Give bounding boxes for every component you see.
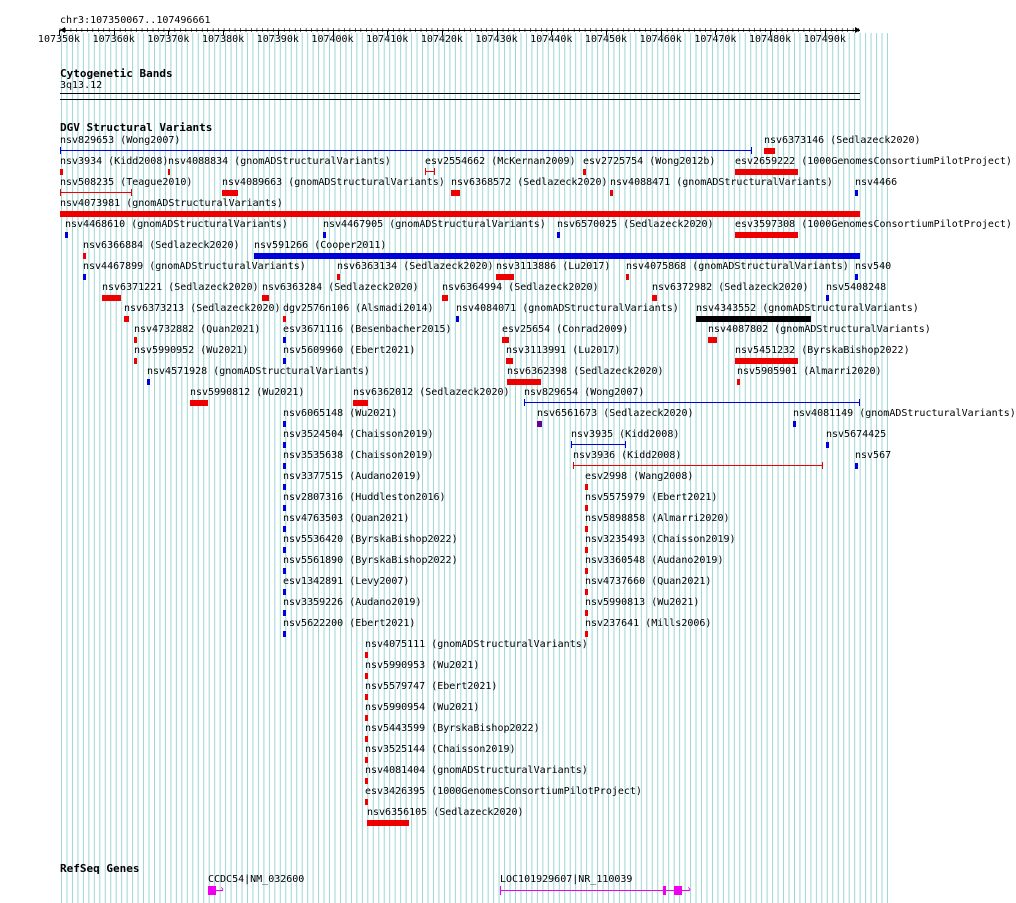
variant-end-cap [60,147,61,154]
gain-variant-bar[interactable] [524,402,860,403]
sv-feature-label[interactable]: nsv5443599 (ByrskaBishop2022) [365,723,540,734]
loss-variant-bar[interactable] [585,526,588,532]
strand-arrow-icon: › [219,884,226,895]
gene-start-cap [500,886,501,895]
loss-variant-bar[interactable] [610,190,613,196]
sv-feature-label[interactable]: nsv5451232 (ByrskaBishop2022) [735,345,910,356]
loss-variant-bar[interactable] [573,465,823,466]
gain-variant-bar[interactable] [826,295,829,301]
loss-variant-bar[interactable] [367,820,409,826]
sv-feature-label[interactable]: esv2725754 (Wong2012b) [583,156,716,167]
sv-feature-label[interactable]: nsv4087802 (gnomADStructuralVariants) [708,324,931,335]
variant-end-cap [571,441,572,448]
sv-feature-label[interactable]: esv2659222 (1000GenomesConsortiumPilotProject) [735,156,1012,167]
sv-feature-label[interactable]: nsv3935 (Kidd2008) [571,429,680,440]
sv-feature-label[interactable]: esv25654 (Conrad2009) [502,324,629,335]
gain-variant-bar[interactable] [571,444,626,445]
loss-variant-bar[interactable] [124,316,129,322]
loss-variant-bar[interactable] [764,148,775,154]
gain-variant-bar[interactable] [283,589,286,595]
sv-feature-label[interactable]: nsv829653 (Wong2007) [60,135,181,146]
sv-feature-label[interactable]: nsv5990954 (Wu2021) [365,702,480,713]
variant-end-cap [434,168,435,175]
sv-feature-label[interactable]: nsv5561890 (ByrskaBishop2022) [283,555,458,566]
loss-variant-bar[interactable] [283,316,286,322]
loss-variant-bar[interactable] [585,505,588,511]
cytoband-label: 3q13.12 [60,80,103,91]
loss-variant-bar[interactable] [60,211,860,217]
sv-feature-label[interactable]: esv2554662 (McKernan2009) [425,156,576,167]
ruler-tick-label: 107390k [256,34,299,45]
loss-variant-bar[interactable] [222,190,238,196]
sv-feature-label[interactable]: nsv540 [855,261,892,272]
loss-variant-bar[interactable] [60,192,132,193]
gene-label[interactable]: LOC101929607|NR_110039 [500,874,633,885]
loss-variant-bar[interactable] [365,778,368,784]
sv-feature-label[interactable]: nsv4075111 (gnomADStructuralVariants) [365,639,588,650]
loss-variant-bar[interactable] [506,358,513,364]
sv-feature-label[interactable]: nsv3113886 (Lu2017) [496,261,611,272]
sv-feature-label[interactable]: nsv2807316 (Huddleston2016) [283,492,446,503]
sv-feature-label[interactable]: nsv3359226 (Audano2019) [283,597,422,608]
gain-variant-bar[interactable] [855,463,858,469]
gene-exon [663,886,666,895]
loss-variant-bar[interactable] [134,358,137,364]
ruler-tick-label: 107480k [749,34,792,45]
loss-variant-bar[interactable] [507,379,541,385]
sv-feature-label[interactable]: nsv6570025 (Sedlazeck2020) [557,219,714,230]
sv-feature-label[interactable]: nsv4732882 (Quan2021) [134,324,261,335]
sv-feature-label[interactable]: nsv5622200 (Ebert2021) [283,618,416,629]
strand-arrow-icon: › [686,884,693,895]
loss-variant-bar[interactable] [735,358,798,364]
sv-feature-label[interactable]: esv1342891 (Levy2007) [283,576,410,587]
gain-variant-bar[interactable] [283,547,286,553]
sv-feature-label[interactable]: nsv3936 (Kidd2008) [573,450,682,461]
sv-feature-label[interactable]: nsv4343552 (gnomADStructuralVariants) [696,303,919,314]
refseq-track-title: RefSeq Genes [60,862,140,875]
ruler-tick-label: 107470k [694,34,737,45]
sv-feature-label[interactable]: nsv4763503 (Quan2021) [283,513,410,524]
dgv-track-title: DGV Structural Variants [60,121,213,134]
loss-variant-bar[interactable] [585,568,588,574]
gain-variant-bar[interactable] [147,379,150,385]
sv-feature-label[interactable]: esv2998 (Wang2008) [585,471,694,482]
complex-variant-bar[interactable] [696,316,811,322]
loss-variant-bar[interactable] [583,169,586,175]
sv-feature-label[interactable]: nsv4084071 (gnomADStructuralVariants) [456,303,679,314]
sv-feature-label[interactable]: nsv6372982 (Sedlazeck2020) [652,282,809,293]
loss-variant-bar[interactable] [365,673,368,679]
gene-exon [674,886,682,895]
loss-variant-bar[interactable] [585,484,588,490]
sv-feature-label[interactable]: dgv2576n106 (Alsmadi2014) [283,303,434,314]
sv-feature-label[interactable]: nsv6366884 (Sedlazeck2020) [83,240,240,251]
loss-variant-bar[interactable] [102,295,121,301]
loss-variant-bar[interactable] [626,274,629,280]
sv-feature-label[interactable]: nsv6364994 (Sedlazeck2020) [442,282,599,293]
ruler-tick-label: 107360k [92,34,135,45]
sv-feature-label[interactable]: esv3426395 (1000GenomesConsortiumPilotProject) [365,786,642,797]
sv-feature-label[interactable]: nsv5579747 (Ebert2021) [365,681,498,692]
sv-feature-label[interactable]: nsv6373213 (Sedlazeck2020) [124,303,281,314]
sv-feature-label[interactable]: nsv3525144 (Chaisson2019) [365,744,516,755]
gain-variant-bar[interactable] [283,484,286,490]
sv-feature-label[interactable]: nsv3235493 (Chaisson2019) [585,534,736,545]
sv-feature-label[interactable]: nsv6373146 (Sedlazeck2020) [764,135,921,146]
sv-feature-label[interactable]: nsv6362012 (Sedlazeck2020) [353,387,510,398]
sv-feature-label[interactable]: nsv3360548 (Audano2019) [585,555,724,566]
sv-feature-label[interactable]: nsv5990952 (Wu2021) [134,345,249,356]
sv-feature-label[interactable]: nsv6371221 (Sedlazeck2020) [102,282,259,293]
gain-variant-bar[interactable] [83,274,86,280]
locus-label: chr3:107350067..107496661 [60,15,211,26]
sv-feature-label[interactable]: nsv5575979 (Ebert2021) [585,492,718,503]
loss-variant-bar[interactable] [168,169,170,175]
gain-variant-bar[interactable] [323,232,326,238]
ruler-tick-label: 107410k [366,34,409,45]
sv-feature-label[interactable]: nsv5990813 (Wu2021) [585,597,700,608]
loss-variant-bar[interactable] [262,295,269,301]
loss-variant-bar[interactable] [737,379,740,385]
inversion-variant-bar[interactable] [537,421,542,427]
gain-variant-bar[interactable] [60,150,752,151]
variant-end-cap [524,399,525,406]
sv-feature-label[interactable]: nsv5408248 [826,282,887,293]
sv-feature-label[interactable]: nsv5536420 (ByrskaBishop2022) [283,534,458,545]
sv-feature-label[interactable]: nsv4073981 (gnomADStructuralVariants) [60,198,283,209]
ruler-tick-label: 107350k [37,34,81,45]
loss-variant-bar[interactable] [652,295,657,301]
loss-variant-bar[interactable] [365,736,368,742]
gain-variant-bar[interactable] [283,463,286,469]
gain-variant-bar[interactable] [283,505,286,511]
sv-feature-label[interactable]: esv3597308 (1000GenomesConsortiumPilotProject) [735,219,1012,230]
gain-variant-bar[interactable] [793,421,796,427]
ruler-tick-label: 107450k [584,34,628,45]
sv-feature-label[interactable]: nsv4467899 (gnomADStructuralVariants) [83,261,306,272]
loss-variant-bar[interactable] [496,274,514,280]
gain-variant-bar[interactable] [826,442,829,448]
loss-variant-bar[interactable] [502,337,509,343]
sv-feature-label[interactable]: nsv3535638 (Chaisson2019) [283,450,434,461]
sv-feature-label[interactable]: nsv6561673 (Sedlazeck2020) [537,408,694,419]
loss-variant-bar[interactable] [442,295,448,301]
loss-variant-bar[interactable] [353,400,368,406]
cytoband-track-title: Cytogenetic Bands [60,67,173,80]
gene-exon [208,886,216,895]
gain-variant-bar[interactable] [283,421,286,427]
sv-feature-label[interactable]: nsv4088471 (gnomADStructuralVariants) [610,177,833,188]
loss-variant-bar[interactable] [365,652,368,658]
gain-variant-bar[interactable] [283,610,286,616]
sv-feature-label[interactable]: nsv3377515 (Audano2019) [283,471,422,482]
gain-variant-bar[interactable] [855,274,858,280]
ruler-tick-label: 107460k [639,34,682,45]
loss-variant-bar[interactable] [83,253,86,259]
loss-variant-bar[interactable] [134,337,137,343]
variant-end-cap [751,147,752,154]
ruler-tick-label: 107400k [311,34,354,45]
gain-variant-bar[interactable] [855,190,858,196]
loss-variant-bar[interactable] [708,337,717,343]
sv-feature-label[interactable]: nsv4467905 (gnomADStructuralVariants) [323,219,546,230]
loss-variant-bar[interactable] [190,400,208,406]
sv-feature-label[interactable]: nsv508235 (Teague2010) [60,177,193,188]
ruler-tick-label: 107430k [475,34,518,45]
loss-variant-bar[interactable] [365,694,368,700]
gain-variant-bar[interactable] [283,337,286,343]
variant-end-cap [60,189,61,196]
sv-feature-label[interactable]: nsv591266 (Cooper2011) [254,240,387,251]
sv-feature-label[interactable]: nsv5905901 (Almarri2020) [737,366,882,377]
cytoband-line-bottom [60,99,860,100]
sv-feature-label[interactable]: nsv3113991 (Lu2017) [506,345,621,356]
sv-feature-label[interactable]: nsv3934 (Kidd2008) [60,156,169,167]
sv-feature-label[interactable]: nsv6368572 (Sedlazeck2020) [451,177,608,188]
sv-feature-label[interactable]: nsv5674425 [826,429,887,440]
sv-feature-label[interactable]: nsv4089663 (gnomADStructuralVariants) [222,177,445,188]
sv-feature-label[interactable]: nsv5609960 (Ebert2021) [283,345,416,356]
gain-variant-bar[interactable] [283,568,286,574]
loss-variant-bar[interactable] [735,232,798,238]
sv-feature-label[interactable]: nsv4075868 (gnomADStructuralVariants) [626,261,849,272]
loss-variant-bar[interactable] [585,610,588,616]
gain-variant-bar[interactable] [254,253,860,259]
sv-feature-label[interactable]: nsv829654 (Wong2007) [524,387,645,398]
ruler-tick-label: 107490k [803,34,846,45]
sv-feature-label[interactable]: nsv567 [855,450,892,461]
gain-variant-bar[interactable] [456,316,459,322]
loss-variant-bar[interactable] [365,715,368,721]
gain-variant-bar[interactable] [557,232,560,238]
gene-model[interactable] [500,890,690,891]
sv-feature-label[interactable]: nsv4571928 (gnomADStructuralVariants) [147,366,370,377]
gain-variant-bar[interactable] [65,232,68,238]
sv-feature-label[interactable]: nsv237641 (Mills2006) [585,618,712,629]
gain-variant-bar[interactable] [283,358,286,364]
sv-feature-label[interactable]: nsv5898858 (Almarri2020) [585,513,730,524]
variant-end-cap [131,189,132,196]
loss-variant-bar[interactable] [60,169,63,175]
sv-feature-label[interactable]: nsv4081404 (gnomADStructuralVariants) [365,765,588,776]
loss-variant-bar[interactable] [585,547,588,553]
ruler-line [60,30,860,31]
variant-end-cap [425,168,426,175]
ruler-tick-label: 107420k [420,34,463,45]
gain-variant-bar[interactable] [283,526,286,532]
sv-feature-label[interactable]: nsv6065148 (Wu2021) [283,408,398,419]
sv-feature-label[interactable]: nsv4737660 (Quan2021) [585,576,712,587]
gain-variant-bar[interactable] [283,442,286,448]
variant-end-cap [573,462,574,469]
sv-feature-label[interactable]: nsv6363134 (Sedlazeck2020) [337,261,494,272]
loss-variant-bar[interactable] [585,589,588,595]
sv-feature-label[interactable]: esv3671116 (Besenbacher2015) [283,324,452,335]
loss-variant-bar[interactable] [365,799,368,805]
sv-feature-label[interactable]: nsv4081149 (gnomADStructuralVariants) [793,408,1016,419]
loss-variant-bar[interactable] [451,190,460,196]
ruler-tick-label: 107440k [530,34,573,45]
sv-feature-label[interactable]: nsv5990953 (Wu2021) [365,660,480,671]
sv-feature-label[interactable]: nsv4088834 (gnomADStructuralVariants) [168,156,391,167]
variant-end-cap [859,399,860,406]
loss-variant-bar[interactable] [365,757,368,763]
sv-feature-label[interactable]: nsv6363284 (Sedlazeck2020) [262,282,419,293]
gene-label[interactable]: CCDC54|NM_032600 [208,874,305,885]
sv-feature-label[interactable]: nsv5990812 (Wu2021) [190,387,305,398]
loss-variant-bar[interactable] [585,631,588,637]
cytoband-line-top [60,93,860,94]
gain-variant-bar[interactable] [283,631,286,637]
sv-feature-label[interactable]: nsv6362398 (Sedlazeck2020) [507,366,664,377]
variant-end-cap [822,462,823,469]
ruler-tick-label: 107380k [202,34,245,45]
ruler-tick-label: 107370k [147,34,190,45]
loss-variant-bar[interactable] [337,274,340,280]
sv-feature-label[interactable]: nsv4466 [855,177,898,188]
loss-variant-bar[interactable] [735,169,798,175]
sv-feature-label[interactable]: nsv3524504 (Chaisson2019) [283,429,434,440]
variant-end-cap [625,441,626,448]
sv-feature-label[interactable]: nsv4468610 (gnomADStructuralVariants) [65,219,288,230]
sv-feature-label[interactable]: nsv6356105 (Sedlazeck2020) [367,807,524,818]
